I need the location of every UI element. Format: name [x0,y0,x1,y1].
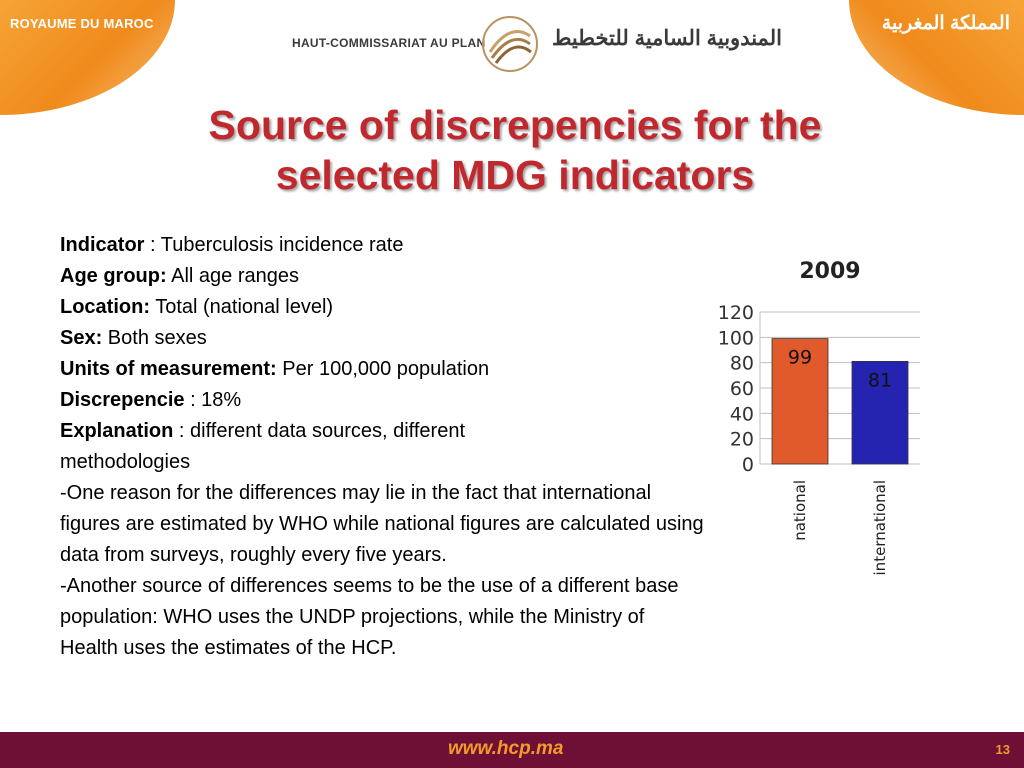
explanation-value: : different data sources, different methodologies [60,420,466,473]
x-tick-label: international [871,480,889,576]
indicator-line [60,230,720,261]
units-label: Units of measurement: [60,358,277,380]
indicator-details [60,230,720,664]
footer-bar [0,732,1024,768]
indicator-label: Indicator [60,234,145,256]
x-tick-label: national [791,480,809,541]
data-label-national: 99 [787,346,813,369]
discrepancy-value: : 18% [184,389,242,411]
discrepancy-line [60,385,720,416]
indicator-value: : Tuberculosis incidence rate [144,234,404,256]
hcp-name-fr: HAUT-COMMISSARIAT AU PLAN [292,36,486,50]
y-tick-label: 0 [741,454,754,476]
y-tick-label: 40 [729,403,754,426]
data-label-international: 81 [867,369,893,392]
reason-paragraph-1: -One reason for the differences may lie in the fact that international figures are estimated by WHO while national figures are calculated using data from surveys, roughly every five years. [60,482,704,566]
sex-label: Sex: [60,327,103,349]
explanation-label: Explanation [60,420,174,442]
page-number: 13 [995,742,1010,757]
slide-title-line1: Source of discrepencies for the [208,102,822,148]
y-tick-label: 20 [729,428,754,451]
sex-line [60,323,720,354]
hcp-logo-icon [480,14,540,74]
age-group-label: Age group: [60,265,167,287]
units-line [60,354,720,385]
reason-paragraph-2: -Another source of differences seems to be the use of a different base population: WHO uses the UNDP projections, while the Ministry of Health uses the estimates of the HCP. [60,575,679,659]
y-tick-label: 120 [717,302,754,324]
slide-title-line2: selected MDG indicators [275,152,755,198]
kingdom-label-ar: المملكة المغربية [881,13,1010,34]
location-value: Total (national level) [150,296,334,318]
explanation-line [60,416,590,478]
age-group-line [60,261,720,292]
sex-value: Both sexes [102,327,207,349]
slide-title [150,100,880,200]
location-line [60,292,720,323]
tb-incidence-bar-chart [700,250,940,610]
units-value: Per 100,000 population [276,358,490,380]
footer-website-link[interactable]: www.hcp.ma [448,738,564,759]
y-tick-label: 100 [717,327,754,350]
kingdom-label-fr: ROYAUME DU MAROC [10,16,154,31]
hcp-name-ar: المندوبية السامية للتخطيط [552,27,782,50]
age-group-value: All age ranges [166,265,299,287]
chart-title: 2009 [799,259,861,284]
discrepancy-label: Discrepencie [60,389,185,411]
y-tick-label: 60 [729,378,754,400]
y-tick-label: 80 [729,352,754,375]
location-label: Location: [60,296,150,318]
